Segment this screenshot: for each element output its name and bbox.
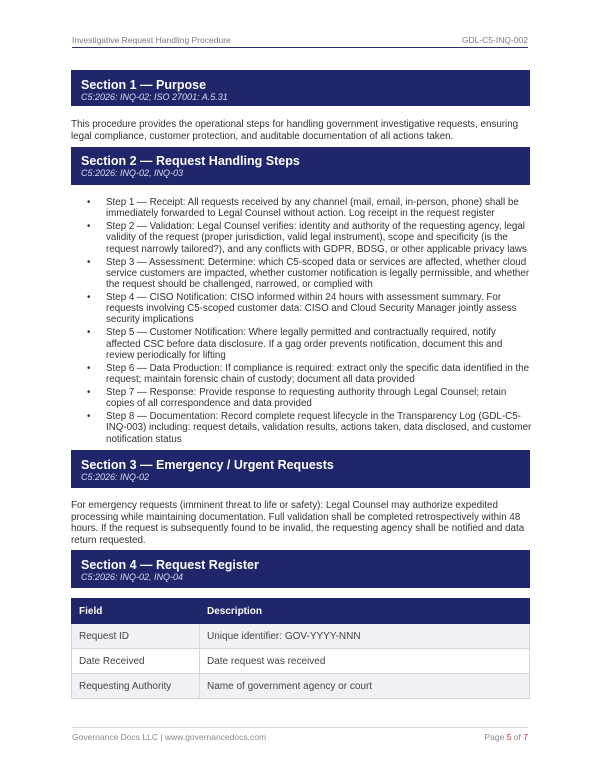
section-4-reference: C5:2026: INQ-02, INQ-04: [81, 572, 184, 582]
section-2-header: [71, 147, 530, 185]
section-1-header: [71, 70, 530, 106]
table-row: [72, 674, 530, 699]
bullet-icon: •: [87, 256, 91, 268]
section-3-header: [71, 450, 530, 488]
list-item: • Step 8 — Documentation: Record complete request lifecycle in the Transparency Log (GDL-C5-INQ-003) including: request details, validation results, actions taken, data disclosed, and customer notification status: [87, 411, 532, 445]
bullet-icon: •: [87, 411, 91, 423]
bullet-icon: •: [87, 292, 91, 304]
section-2-title: Section 2 — Request Handling Steps: [81, 154, 300, 168]
bullet-icon: •: [87, 362, 91, 374]
list-item: • Step 2 — Validation: Legal Counsel verifies: identity and authority of the requesting agency, legal validity of the request (proper jurisdiction, valid legal instrument), scope and specificity (is the request narrowly tailored?), and any conflicts with GDPR, BDSG, or other applicable privacy laws: [87, 221, 527, 255]
footer-company: Governance Docs LLC | www.governancedocs.com: [72, 732, 267, 742]
page-total: 7: [523, 732, 528, 742]
table-cell-description: Date request was received: [200, 649, 530, 674]
section-1-title: Section 1 — Purpose: [81, 78, 207, 92]
bullet-icon: •: [87, 327, 91, 339]
page-header: [72, 33, 528, 48]
list-item: • Step 1 — Receipt: All requests received by any channel (mail, email, in-person, phone) shall be immediately forwarded to Legal Counsel without action. Log receipt in the request register: [87, 197, 519, 220]
list-item: • Step 6 — Data Production: If compliance is required: extract only the specific data identified in the request; maintain forensic chain of custody; document all data provided: [87, 362, 530, 386]
section-3-reference: C5:2026: INQ-02: [81, 472, 150, 482]
table-row: [72, 624, 530, 649]
column-header-field: Field: [72, 599, 200, 624]
section-1-reference: C5:2026: INQ-02; ISO 27001: A.5.31: [81, 92, 228, 102]
list-item: • Step 4 — CISO Notification: CISO informed within 24 hours with assessment summary. For requests involving C5-scoped customer data: CISO and Cloud Security Manager jointly assess security implications: [87, 292, 517, 326]
bullet-icon: •: [87, 221, 91, 233]
table-row: [72, 649, 530, 674]
section-3-body: For emergency requests (imminent threat to life or safety): Legal Counsel may authorize expedited processing while maintaining documentation. Full validation shall be completed retrospectively within 48 hours. If the request is subsequently found to be invalid, the requesting agency shall be notified and data return requested.: [71, 500, 525, 546]
section-4-header: [71, 550, 530, 588]
section-4-title: Section 4 — Request Register: [81, 558, 259, 572]
request-register-table: [71, 598, 530, 699]
table-cell-description: Unique identifier: GOV-YYYY-NNN: [200, 624, 530, 649]
section-1-body: This procedure provides the operational steps for handling government investigative requests, ensuring legal compliance, customer protection, and auditable documentation of all actions taken.: [71, 119, 519, 142]
column-header-description: Description: [200, 599, 530, 624]
table-header-row: [72, 599, 530, 624]
bullet-icon: •: [87, 197, 91, 208]
page-number: Page 5 of 7: [484, 732, 528, 742]
list-item: • Step 7 — Response: Provide response to requesting authority through Legal Counsel; retain copies of all correspondence and data provided: [87, 387, 507, 410]
bullet-icon: •: [87, 387, 91, 399]
list-item: • Step 3 — Assessment: Determine: which C5-scoped data or services are affected, whether cloud service customers are impacted, whether customer notification is legally permissible, and whether the request should be challenged, narrowed, or complied with: [87, 256, 530, 291]
table-cell-field: Request ID: [72, 624, 200, 649]
list-item: • Step 5 — Customer Notification: Where legally permitted and contractually required, notify affected CSC before data disclosure. If a gag order prevents notification, document this and review periodically for lifting: [87, 327, 503, 361]
section-3-title: Section 3 — Emergency / Urgent Requests: [81, 458, 334, 472]
request-steps-list: [87, 197, 532, 447]
page-footer: [72, 727, 528, 742]
document-title: Investigative Request Handling Procedure: [72, 35, 231, 45]
document-id: GDL-C5-INQ-002: [461, 35, 528, 45]
section-2-reference: C5:2026: INQ-02, INQ-03: [81, 168, 184, 178]
page-current: 5: [506, 732, 512, 742]
table-cell-description: Name of government agency or court: [200, 674, 530, 699]
table-cell-field: Date Received: [72, 649, 200, 674]
table-cell-field: Requesting Authority: [72, 674, 200, 699]
